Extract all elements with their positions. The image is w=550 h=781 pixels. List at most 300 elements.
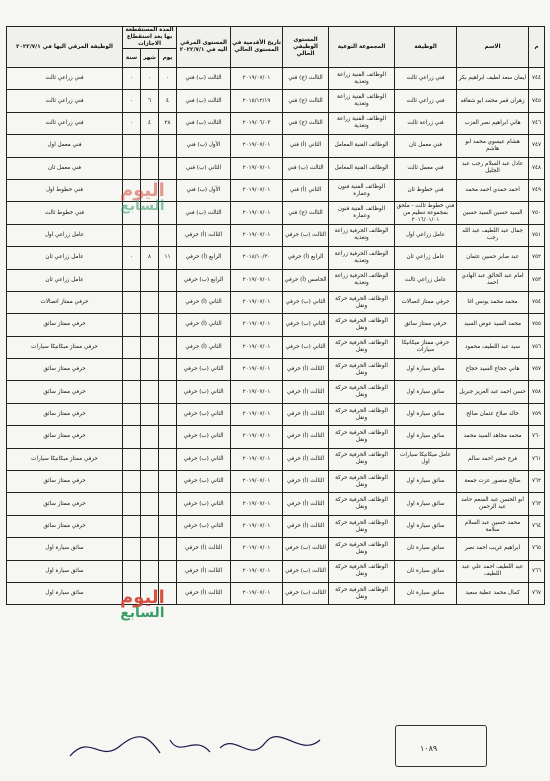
header-new-job: الوظيفة المرقي اليها في ٢٠٢٢/٧/١ — [7, 27, 123, 68]
cell-date: ٢٠١٩/٠٧/٠١ — [231, 403, 283, 425]
cell-group: الوظائف الحرفية حركة ونقل — [329, 538, 395, 560]
cell-num: ٧٥٨ — [529, 381, 545, 403]
header-level: المستوى الوظيفي الحالي — [283, 27, 329, 68]
cell-year — [123, 471, 141, 493]
cell-month — [141, 426, 159, 448]
cell-name: هاني ابراهيم نصر العزب — [457, 112, 529, 134]
cell-num: ٧٤٧ — [529, 135, 545, 157]
cell-day: ١١ — [159, 247, 177, 269]
cell-group: الوظائف الحرفية حركة ونقل — [329, 448, 395, 470]
cell-group: الوظائف الحرفية حركة ونقل — [329, 515, 395, 537]
cell-group: الوظائف الحرفية حركة ونقل — [329, 291, 395, 313]
cell-target: الثاني (ب) حرفي — [177, 403, 231, 425]
cell-group: الوظائف الفنية فنون وعمارة — [329, 179, 395, 201]
header-leave-group: المدة المستقطعة بها بعد استقطاع الاجازات — [123, 27, 177, 49]
cell-day — [159, 202, 177, 224]
cell-target: الثالث (أ) حرفي — [177, 560, 231, 582]
cell-year — [123, 493, 141, 515]
cell-day — [159, 582, 177, 604]
cell-name: محمد مجاهد السيد محمد — [457, 426, 529, 448]
cell-level: الرابع (أ) حرفي — [283, 247, 329, 269]
cell-year — [123, 538, 141, 560]
table-row — [7, 560, 545, 582]
scan-top-edge — [0, 0, 550, 22]
cell-newjob: فني زراعي ثالث — [7, 112, 123, 134]
cell-month — [141, 314, 159, 336]
cell-month — [141, 135, 159, 157]
cell-month: ٨ — [141, 247, 159, 269]
cell-num: ٧٤٦ — [529, 112, 545, 134]
cell-newjob: حرفي ممتاز سائق — [7, 515, 123, 537]
cell-month — [141, 515, 159, 537]
cell-name: ابراهيم غريب احمد نصر — [457, 538, 529, 560]
cell-date: ٢٠١٩/٠٧/٠١ — [231, 582, 283, 604]
cell-newjob: عامل زراعي اول — [7, 224, 123, 246]
cell-date: ٢٠١٩/٠٧/٠١ — [231, 157, 283, 179]
signature-number: ١٠٨٩ — [420, 744, 438, 753]
cell-name: احمد حمدي احمد محمد — [457, 179, 529, 201]
cell-newjob: فني معمل اول — [7, 135, 123, 157]
header-name: الاسم — [457, 27, 529, 68]
cell-level: الثاني (أ) فني — [283, 135, 329, 157]
cell-level: الثالث (أ) حرفي — [283, 426, 329, 448]
cell-target: الرابع (أ) حرفي — [177, 247, 231, 269]
cell-day — [159, 135, 177, 157]
cell-day — [159, 269, 177, 291]
cell-job: سائق سيارة ثان — [395, 582, 457, 604]
header-month: شهر — [141, 49, 159, 68]
cell-group: الوظائف الفنية المعامل — [329, 135, 395, 157]
cell-level: الثالث (أ) حرفي — [283, 381, 329, 403]
cell-date: ٢٠١٩/٠٧/٠١ — [231, 538, 283, 560]
cell-num: ٧٥٠ — [529, 202, 545, 224]
cell-num: ٧٥٢ — [529, 247, 545, 269]
cell-date: ٢٠١٩/٠٧/٠١ — [231, 314, 283, 336]
cell-newjob: فني زراعي ثالث — [7, 90, 123, 112]
cell-job: سائق سيارة ثان — [395, 538, 457, 560]
cell-level: الثالث (ج) فني — [283, 68, 329, 90]
cell-month — [141, 224, 159, 246]
cell-group: الوظائف الحرفية زراعة وتغذية — [329, 269, 395, 291]
cell-year — [123, 560, 141, 582]
cell-group: الوظائف الفنية زراعة وتغذية — [329, 68, 395, 90]
cell-newjob: فني خطوط ثالث — [7, 202, 123, 224]
cell-newjob: حرفي ممتاز ميكانيكا سيارات — [7, 448, 123, 470]
promotion-table — [6, 26, 545, 608]
cell-date: ٢٠١٩/٠٧/٠١ — [231, 471, 283, 493]
cell-name: هشام عيسوي محمد ابو هاشم — [457, 135, 529, 157]
cell-month — [141, 403, 159, 425]
cell-job: سائق سيارة اول — [395, 381, 457, 403]
cell-day — [159, 515, 177, 537]
cell-newjob: سائق سيارة اول — [7, 560, 123, 582]
header-day: يوم — [159, 49, 177, 68]
cell-newjob: فني خطوط اول — [7, 179, 123, 201]
cell-date: ٢٠١٩/٠٧/٠١ — [231, 560, 283, 582]
cell-date: ٢٠١٩/٠٧/٠١ — [231, 202, 283, 224]
table-row — [7, 202, 545, 224]
cell-job: فني زراعة ثالث — [395, 112, 457, 134]
cell-year — [123, 291, 141, 313]
cell-year — [123, 179, 141, 201]
cell-num: ٧٥٦ — [529, 336, 545, 358]
cell-target: الأول (ب) فني — [177, 135, 231, 157]
cell-day — [159, 538, 177, 560]
cell-level: الثالث (ج) فني — [283, 90, 329, 112]
cell-level: الثالث (ج) فني — [283, 202, 329, 224]
cell-name: امام عبد الخالق عبد الهادي احمد — [457, 269, 529, 291]
cell-group: الوظائف الفنية زراعة وتغذية — [329, 90, 395, 112]
cell-job: فني زراعي ثالث — [395, 90, 457, 112]
cell-month: ٤ — [141, 112, 159, 134]
cell-name: سيد عبد اللطيف محمود — [457, 336, 529, 358]
cell-newjob: سائق سيارة اول — [7, 582, 123, 604]
cell-level: الثالث (ب) حرفي — [283, 224, 329, 246]
cell-newjob: حرفي ممتاز سائق — [7, 381, 123, 403]
table-body — [7, 68, 545, 608]
cell-month — [141, 493, 159, 515]
cell-job: سائق سيارة اول — [395, 426, 457, 448]
cell-month — [141, 291, 159, 313]
cell-date: ٢٠١٩/٠٧/٠١ — [231, 359, 283, 381]
cell-group: الوظائف الحرفية حركة ونقل — [329, 381, 395, 403]
cell-month — [141, 336, 159, 358]
cell-name: عبد صابر حسين عثمان — [457, 247, 529, 269]
table-row — [7, 112, 545, 134]
cell-name: صالح منصور عزت جمعة — [457, 471, 529, 493]
cell-month — [141, 560, 159, 582]
cell-month: ٠ — [141, 68, 159, 90]
cell-date: ٢٠١٩/٠٧/٠١ — [231, 291, 283, 313]
cell-num: ٧٦٢ — [529, 471, 545, 493]
cell-target: الثاني (ب) حرفي — [177, 381, 231, 403]
cell-level: الثالث (ج) فني — [283, 112, 329, 134]
cell-group: الوظائف الفنية فنون وعمارة — [329, 202, 395, 224]
cell-newjob: حرفي ممتاز ميكانيكا سيارات — [7, 336, 123, 358]
cell-date: ٢٠١٩/٠٧/٠١ — [231, 135, 283, 157]
cell-job: سائق سيارة اول — [395, 359, 457, 381]
cell-day — [159, 560, 177, 582]
cell-year — [123, 224, 141, 246]
cell-name: ابو الحسن عبد المنعم حامد عبد الرحمن — [457, 493, 529, 515]
cell-date: ٢٠١٨/١٠/٣٠ — [231, 247, 283, 269]
cell-job: فني معمل ثالث — [395, 157, 457, 179]
cell-newjob: حرفي ممتاز سائق — [7, 359, 123, 381]
cell-name: السيد حسين السيد حسين — [457, 202, 529, 224]
cell-date: ٢٠١٩/٠٧/٠١ — [231, 179, 283, 201]
table-row — [7, 157, 545, 179]
table-row — [7, 269, 545, 291]
table-row — [7, 359, 545, 381]
cell-target: الثالث (ب) فني — [177, 202, 231, 224]
table-row — [7, 135, 545, 157]
cell-month — [141, 359, 159, 381]
table-row — [7, 582, 545, 604]
watermark-top-lower: اليوم — [120, 587, 165, 608]
cell-level: الثالث (ب) حرفي — [283, 582, 329, 604]
cell-name: محمد السيد عوض السيد — [457, 314, 529, 336]
cell-target: الثاني (ب) حرفي — [177, 493, 231, 515]
cell-level: الخامس (أ) حرفي — [283, 269, 329, 291]
header-target-level: المستوى المرقي اليه في ٢٠٢٢/٧/١ — [177, 27, 231, 68]
cell-name: هاني حجاج السيد حجاج — [457, 359, 529, 381]
cell-newjob: حرفي ممتاز سائق — [7, 314, 123, 336]
cell-job: سائق سيارة ثان — [395, 560, 457, 582]
cell-month — [141, 448, 159, 470]
cell-date: ٢٠١٩/٠٧/٠١ — [231, 269, 283, 291]
cell-group: الوظائف الحرفية زراعة وتغذية — [329, 247, 395, 269]
cell-month — [141, 157, 159, 179]
cell-newjob: حرفي ممتاز سائق — [7, 493, 123, 515]
cell-newjob: فني معمل ثان — [7, 157, 123, 179]
cell-group: الوظائف الحرفية حركة ونقل — [329, 582, 395, 604]
cell-job: فني معمل ثان — [395, 135, 457, 157]
cell-level: الثالث (أ) حرفي — [283, 403, 329, 425]
cell-name: حسن احمد عبد العزيز جبريل — [457, 381, 529, 403]
cell-day: ٠ — [159, 68, 177, 90]
watermark-bottom-lower: السابع — [120, 605, 165, 621]
table-row — [7, 291, 545, 313]
cell-group: الوظائف الحرفية حركة ونقل — [329, 493, 395, 515]
cell-level: الثالث (أ) حرفي — [283, 493, 329, 515]
cell-date: ٢٠١٩/٠٧/٠١ — [231, 493, 283, 515]
watermark-top: اليوم — [120, 180, 165, 201]
cell-newjob: سائق سيارة اول — [7, 538, 123, 560]
cell-newjob: حرفي ممتاز اتصالات — [7, 291, 123, 313]
cell-group: الوظائف الحرفية حركة ونقل — [329, 560, 395, 582]
cell-date: ٢٠١٩/٠٦/٠٣ — [231, 112, 283, 134]
cell-num: ٧٥٤ — [529, 291, 545, 313]
cell-level: الثالث (ب) حرفي — [283, 538, 329, 560]
cell-num: ٧٥٥ — [529, 314, 545, 336]
cell-level: الثالث (أ) حرفي — [283, 515, 329, 537]
cell-newjob: فني زراعي ثالث — [7, 68, 123, 90]
cell-day — [159, 426, 177, 448]
cell-day — [159, 471, 177, 493]
cell-year — [123, 381, 141, 403]
handwritten-signature — [60, 728, 360, 768]
cell-target: الثاني (أ) حرفي — [177, 336, 231, 358]
cell-level: الثاني (أ) فني — [283, 179, 329, 201]
cell-month — [141, 538, 159, 560]
cell-level: الثالث (أ) حرفي — [283, 359, 329, 381]
table-row — [7, 336, 545, 358]
cell-target: الثالث (ب) فني — [177, 112, 231, 134]
cell-day — [159, 224, 177, 246]
cell-target: الثاني (ب) حرفي — [177, 359, 231, 381]
cell-level: الثاني (ب) حرفي — [283, 336, 329, 358]
cell-job: حرفي ممتاز ميكانيكا سيارات — [395, 336, 457, 358]
cell-name: عادل عبد السلام رجب عبد الجليل — [457, 157, 529, 179]
cell-target: الثاني (ب) حرفي — [177, 448, 231, 470]
table-row — [7, 493, 545, 515]
table-row — [7, 381, 545, 403]
cell-name: فرج خضر احمد سالم — [457, 448, 529, 470]
cell-level: الثالث (أ) حرفي — [283, 448, 329, 470]
table-row — [7, 68, 545, 90]
cell-num: ٧٤٩ — [529, 179, 545, 201]
cell-group: الوظائف الفنية المعامل — [329, 157, 395, 179]
cell-year — [123, 157, 141, 179]
table-row — [7, 403, 545, 425]
cell-newjob: عامل زراعي ثان — [7, 269, 123, 291]
cell-name: محمد محمد يونس اغا — [457, 291, 529, 313]
cell-day — [159, 157, 177, 179]
cell-target: الرابع (ب) حرفي — [177, 269, 231, 291]
cell-year — [123, 448, 141, 470]
cell-newjob: حرفي ممتاز سائق — [7, 403, 123, 425]
cell-name: عبد اللطيف احمد علي عبد اللطيف — [457, 560, 529, 582]
table-row — [7, 224, 545, 246]
cell-day — [159, 336, 177, 358]
table-row — [7, 538, 545, 560]
cell-date: ٢٠١٩/٠٧/٠١ — [231, 336, 283, 358]
cell-date: ٢٠١٥/١٢/١٩ — [231, 90, 283, 112]
cell-month — [141, 471, 159, 493]
cell-num: ٧٤٤ — [529, 68, 545, 90]
cell-year: ٠ — [123, 90, 141, 112]
cell-target: الثاني (ب) فني — [177, 157, 231, 179]
table-row — [7, 90, 545, 112]
cell-target: الثالث (أ) حرفي — [177, 582, 231, 604]
cell-month — [141, 202, 159, 224]
cell-year — [123, 359, 141, 381]
cell-date: ٢٠١٩/٠٧/٠١ — [231, 515, 283, 537]
cell-level: الثالث (أ) حرفي — [283, 471, 329, 493]
cell-month — [141, 269, 159, 291]
cell-num: ٧٦٤ — [529, 515, 545, 537]
cell-day — [159, 381, 177, 403]
header-num: م — [529, 27, 545, 68]
cell-target: الثاني (ب) حرفي — [177, 471, 231, 493]
cell-newjob: حرفي ممتاز سائق — [7, 471, 123, 493]
table-row — [7, 314, 545, 336]
cell-year — [123, 426, 141, 448]
cell-job: عامل ميكانيكا سيارات اول — [395, 448, 457, 470]
cell-job: عامل زراعي ثالث — [395, 269, 457, 291]
cell-job: عامل زراعي اول — [395, 224, 457, 246]
cell-day — [159, 314, 177, 336]
cell-target: الثالث (أ) حرفي — [177, 224, 231, 246]
cell-day — [159, 359, 177, 381]
cell-date: ٢٠١٩/٠٧/٠١ — [231, 68, 283, 90]
cell-month — [141, 582, 159, 604]
cell-day — [159, 179, 177, 201]
cell-year — [123, 314, 141, 336]
cell-job: حرفي ممتاز سائق — [395, 314, 457, 336]
cell-month: ٦ — [141, 90, 159, 112]
cell-month — [141, 381, 159, 403]
cell-job: سائق سيارة اول — [395, 493, 457, 515]
cell-group: الوظائف الحرفية حركة ونقل — [329, 359, 395, 381]
cell-year: ٠ — [123, 112, 141, 134]
cell-newjob: عامل زراعي ثان — [7, 247, 123, 269]
cell-day — [159, 493, 177, 515]
cell-year — [123, 336, 141, 358]
cell-year — [123, 135, 141, 157]
cell-num: ٧٥٣ — [529, 269, 545, 291]
cell-name: خالد صلاح عثمان صالح — [457, 403, 529, 425]
cell-group: الوظائف الحرفية حركة ونقل — [329, 403, 395, 425]
cell-target: الثاني (أ) حرفي — [177, 291, 231, 313]
cell-group: الوظائف الحرفية زراعة وتغذية — [329, 224, 395, 246]
cell-num: ٧٦٧ — [529, 582, 545, 604]
cell-day — [159, 403, 177, 425]
cell-job: سائق سيارة اول — [395, 403, 457, 425]
cell-year — [123, 515, 141, 537]
cell-level: الثاني (ب) حرفي — [283, 291, 329, 313]
cell-job: فني خطوط ثان — [395, 179, 457, 201]
cell-name: زهران قمر محمد ابو شقاقه — [457, 90, 529, 112]
cell-group: الوظائف الحرفية حركة ونقل — [329, 471, 395, 493]
cell-job: فني خطوط ثالث - ملحق بمجموعة تنظيم من ٢٠١٦/٠١/٠١ — [395, 202, 457, 224]
cell-target: الثالث (أ) حرفي — [177, 538, 231, 560]
cell-group: الوظائف الحرفية حركة ونقل — [329, 426, 395, 448]
cell-num: ٧٥١ — [529, 224, 545, 246]
header-job: الوظيفة — [395, 27, 457, 68]
cell-target: الثاني (ب) حرفي — [177, 515, 231, 537]
cell-level: الثاني (ب) حرفي — [283, 314, 329, 336]
cell-newjob: حرفي ممتاز سائق — [7, 426, 123, 448]
cell-date: ٢٠١٩/٠٧/٠١ — [231, 448, 283, 470]
official-stamp — [395, 725, 487, 767]
cell-num: ٧٦٠ — [529, 426, 545, 448]
cell-group: الوظائف الفنية زراعة وتغذية — [329, 112, 395, 134]
cell-year — [123, 202, 141, 224]
cell-name: جمال عبد اللطيف عبد الله رجب — [457, 224, 529, 246]
cell-num: ٧٥٧ — [529, 359, 545, 381]
cell-year: ٠ — [123, 68, 141, 90]
table-row — [7, 426, 545, 448]
cell-job: حرفي ممتاز اتصالات — [395, 291, 457, 313]
cell-date: ٢٠١٩/٠٧/٠١ — [231, 224, 283, 246]
cell-year — [123, 582, 141, 604]
cell-day: ٤ — [159, 90, 177, 112]
cell-group: الوظائف الحرفية حركة ونقل — [329, 314, 395, 336]
table-header-row — [7, 27, 545, 49]
cell-year — [123, 403, 141, 425]
table-row — [7, 179, 545, 201]
cell-target: الثالث (ب) فني — [177, 68, 231, 90]
cell-date: ٢٠١٩/٠٧/٠١ — [231, 426, 283, 448]
cell-job: سائق سيارة اول — [395, 471, 457, 493]
cell-num: ٧٦١ — [529, 448, 545, 470]
cell-num: ٧٥٩ — [529, 403, 545, 425]
cell-target: الثاني (ب) حرفي — [177, 426, 231, 448]
cell-target: الثالث (ب) فني — [177, 90, 231, 112]
cell-job: عامل زراعي ثان — [395, 247, 457, 269]
cell-job: سائق سيارة اول — [395, 515, 457, 537]
cell-year: ٠ — [123, 247, 141, 269]
cell-target: الثاني (أ) حرفي — [177, 314, 231, 336]
cell-num: ٧٦٥ — [529, 538, 545, 560]
cell-month — [141, 179, 159, 201]
cell-day — [159, 448, 177, 470]
header-seniority: تاريخ الأقدمية في المستوى الحالي — [231, 27, 283, 68]
cell-num: ٧٦٣ — [529, 493, 545, 515]
cell-name: محمد حسين عبد السلام سلامة — [457, 515, 529, 537]
header-year: سنة — [123, 49, 141, 68]
header-group: المجموعة النوعية — [329, 27, 395, 68]
watermark-bottom: السابع — [120, 198, 165, 214]
table-row — [7, 471, 545, 493]
table-row — [7, 247, 545, 269]
cell-target: الأول (ب) فني — [177, 179, 231, 201]
cell-day — [159, 291, 177, 313]
table-row — [7, 515, 545, 537]
cell-year — [123, 269, 141, 291]
cell-day: ٢٨ — [159, 112, 177, 134]
